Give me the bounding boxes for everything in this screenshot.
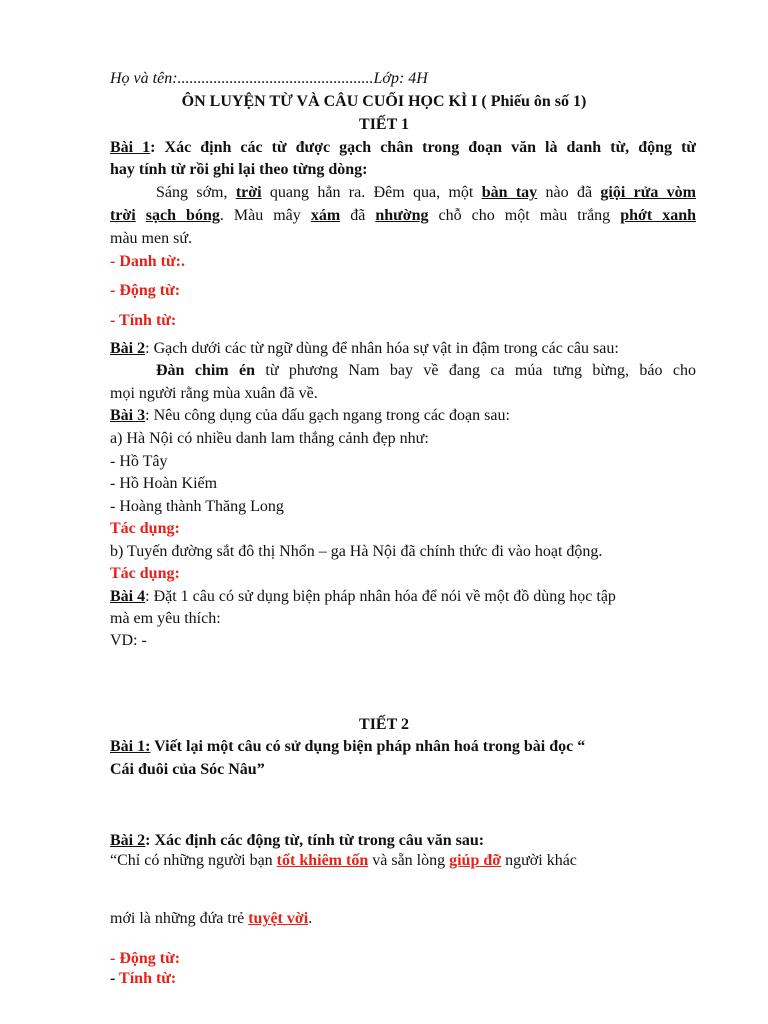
t2-exercise-1-label: Bài 1:	[110, 738, 151, 755]
quote-line-2	[110, 908, 696, 929]
exercise-2-heading	[110, 338, 696, 359]
underlined-word: bàn tay	[481, 184, 538, 201]
underlined-word: trời	[235, 184, 262, 201]
example-label: VD: -	[110, 632, 147, 649]
passage-line-3: màu men sứ.	[110, 230, 192, 247]
list-item: - Hồ Hoàn Kiếm	[110, 475, 218, 492]
passage-line-2	[110, 205, 696, 226]
exercise-2-sentence-cont: mọi người rằng mùa xuân đã về.	[110, 385, 318, 402]
underlined-word: giội rửa vòm	[600, 184, 697, 201]
quote-line-1	[110, 850, 696, 871]
underlined-word: nhường	[375, 207, 429, 224]
t2-exercise-2-label: Bài 2	[110, 832, 146, 849]
list-item: - Hoàng thành Thăng Long	[110, 498, 284, 515]
passage-line-1	[110, 182, 696, 203]
quote-text: .	[308, 910, 313, 927]
passage-text: chỗ cho một màu trắng	[428, 207, 621, 224]
answer-label-tac-dung: Tác dụng:	[110, 520, 180, 537]
exercise-4-label: Bài 4	[110, 588, 146, 605]
passage-text: quang hẳn ra. Đêm qua, một	[261, 184, 482, 201]
quote-text: “Chỉ có những người bạn	[110, 852, 277, 869]
passage-text: . Màu mây	[219, 207, 311, 224]
exercise-2-instruction: : Gạch dưới các từ ngữ dùng để nhân hóa sự vật in đậm trong các câu sau:	[145, 340, 619, 357]
answer-label-tinh-tu-2	[110, 968, 696, 989]
passage-text: nào đã	[537, 184, 601, 201]
list-item: - Hồ Tây	[110, 453, 168, 470]
quote-text: và sẵn lòng	[368, 852, 450, 869]
highlighted-word: tuyệt vời	[248, 910, 309, 927]
underlined-word: phớt xanh	[620, 207, 697, 224]
t2-exercise-2-heading	[110, 830, 696, 851]
passage-text: đã	[340, 207, 376, 224]
t2-exercise-1-instruction: Viết lại một câu có sử dụng biện pháp nhân hoá trong bài đọc “	[150, 738, 586, 755]
underlined-word: xám	[310, 207, 341, 224]
section-heading-tiet-2: TIẾT 2	[359, 716, 409, 733]
t2-exercise-1-instruction-cont: Cái đuôi của Sóc Nâu”	[110, 761, 265, 778]
exercise-2-label: Bài 2	[110, 340, 146, 357]
sentence-text: từ phương Nam bay về đang ca múa tưng bừng, báo cho	[255, 362, 696, 379]
answer-label-tinh-tu: - Tính từ:	[110, 312, 177, 329]
quote-text: mới là những đứa trẻ	[110, 910, 249, 927]
exercise-1-label: Bài 1	[110, 139, 151, 156]
section-heading-tiet-1: TIẾT 1	[359, 116, 409, 133]
underlined-word: trời	[110, 207, 136, 224]
passage-text	[136, 207, 146, 224]
t2-exercise-2-instruction: : Xác định các động từ, tính từ trong câu văn sau:	[145, 832, 485, 849]
highlighted-word: giúp đỡ	[449, 852, 502, 869]
student-name-line: Họ và tên:.................................................Lớp: 4H	[110, 70, 428, 87]
tinh-tu-label: Tính từ:	[119, 970, 177, 987]
answer-label-danh-tu: - Danh từ:.	[110, 253, 185, 270]
exercise-3-label: Bài 3	[110, 407, 146, 424]
exercise-2-sentence	[110, 360, 696, 381]
dash: -	[110, 970, 120, 987]
exercise-4-instruction-cont: mà em yêu thích:	[110, 610, 221, 627]
answer-label-tac-dung: Tác dụng:	[110, 565, 180, 582]
bold-subject: Đàn chim én	[156, 362, 255, 379]
exercise-1-heading	[110, 137, 696, 158]
quote-text: người khác	[501, 852, 577, 869]
exercise-1-instruction: : Xác định các từ được gạch chân trong đoạn văn là danh từ, động từ	[150, 139, 696, 156]
exercise-4-instruction: : Đặt 1 câu có sử dụng biện pháp nhân hóa để nói về một đồ dùng học tập	[145, 588, 616, 605]
answer-label-dong-tu: - Động từ:	[110, 282, 181, 299]
passage-text: Sáng sớm,	[156, 184, 236, 201]
t2-exercise-1-heading	[110, 736, 696, 757]
worksheet-title: ÔN LUYỆN TỪ VÀ CÂU CUỐI HỌC KÌ I ( Phiếu ôn số 1)	[181, 93, 587, 110]
answer-label-dong-tu-2: - Động từ:	[110, 950, 181, 967]
exercise-1-instruction-cont: hay tính từ rồi ghi lại theo từng dòng:	[110, 161, 368, 178]
exercise-4-heading	[110, 586, 696, 607]
exercise-3-instruction: : Nêu công dụng của dấu gạch ngang trong các đoạn sau:	[145, 407, 510, 424]
underlined-word: sạch bóng	[145, 207, 220, 224]
exercise-3-heading	[110, 405, 696, 426]
exercise-3-part-a: a) Hà Nội có nhiều danh lam thắng cảnh đẹp như:	[110, 430, 429, 447]
highlighted-word: tốt khiêm tốn	[276, 852, 369, 869]
exercise-3-part-b: b) Tuyến đường sắt đô thị Nhổn – ga Hà Nội đã chính thức đi vào hoạt động.	[110, 543, 603, 560]
